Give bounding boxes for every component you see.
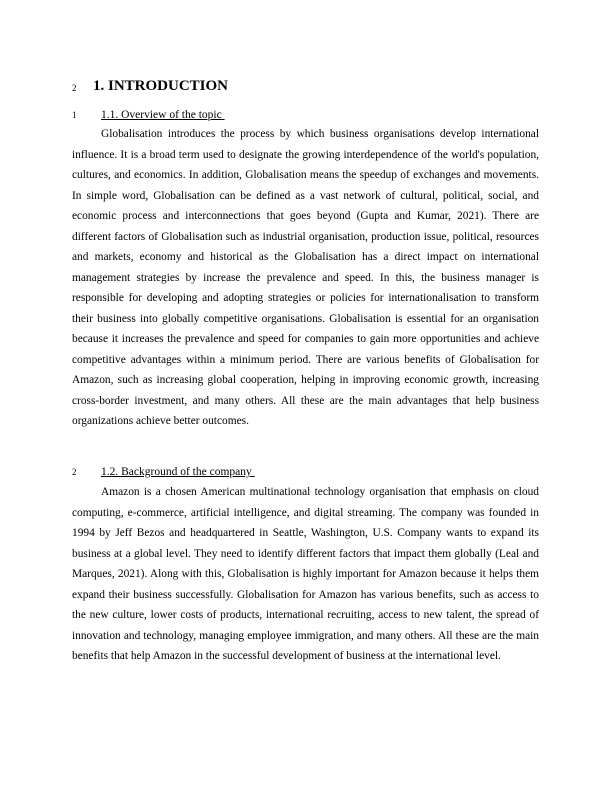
section-title: 1.2. Background of the company xyxy=(101,466,255,478)
heading-outline-number: 2 xyxy=(72,83,77,93)
section-outline-number: 2 xyxy=(72,467,77,477)
section-heading-background xyxy=(72,464,542,480)
section-outline-number: 1 xyxy=(72,110,77,120)
overview-paragraph: Globalisation introduces the process by which business organisations develop international influence. It is a broad term used to designate the growing interdependence of the world's population, cultures, and economics. In addition, Globalisation means the speedup of exchanges and movements. In simple word, Globalisation can be defined as a vast network of cultural, political, social, and economic process and interconnections that goes beyond (Gupta and Kumar, 2021). There are different factors of Globalisation such as industrial organisation, production issue, political, resources and markets, economy and historical as the Globalisation has a direct impact on international management strategies by increase the prevalence and speed. In this, the business manager is responsible for developing and adopting strategies or policies for internationalisation to transform their business into globally competitive organisations. Globalisation is essential for an organisation because it increases the prevalence and speed for companies to gain more opportunities and achieve competitive advantages within a minimum period. There are various benefits of Globalisation for Amazon, such as increasing global cooperation, helping in improving economic growth, increasing cross-border investment, and many others. All these are the main advantages that help business organizations achieve better outcomes. xyxy=(72,128,539,427)
background-paragraph: Amazon is a chosen American multinational technology organisation that emphasis on cloud computing, e-commerce, artificial intelligence, and digital streaming. The company was founded in 1994 by Jeff Bezos and headquartered in Seattle, Washington, U.S. Company wants to expand its business at a global level. They need to identify different factors that impact them globally (Leal and Marques, 2021). Along with this, Globalisation is highly important for Amazon because it helps them expand their business successfully. Globalisation for Amazon has various benefits, such as access to the new culture, lower costs of products, international recruiting, access to new talent, the spread of innovation and technology, managing employee immigration, and many others. All these are the main benefits that help Amazon in the successful development of business at the international level. xyxy=(72,486,539,662)
chapter-heading xyxy=(72,76,542,96)
section-title: 1.1. Overview of the topic xyxy=(101,109,225,121)
chapter-title: 1. INTRODUCTION xyxy=(93,78,229,94)
section-heading-overview xyxy=(72,107,542,123)
